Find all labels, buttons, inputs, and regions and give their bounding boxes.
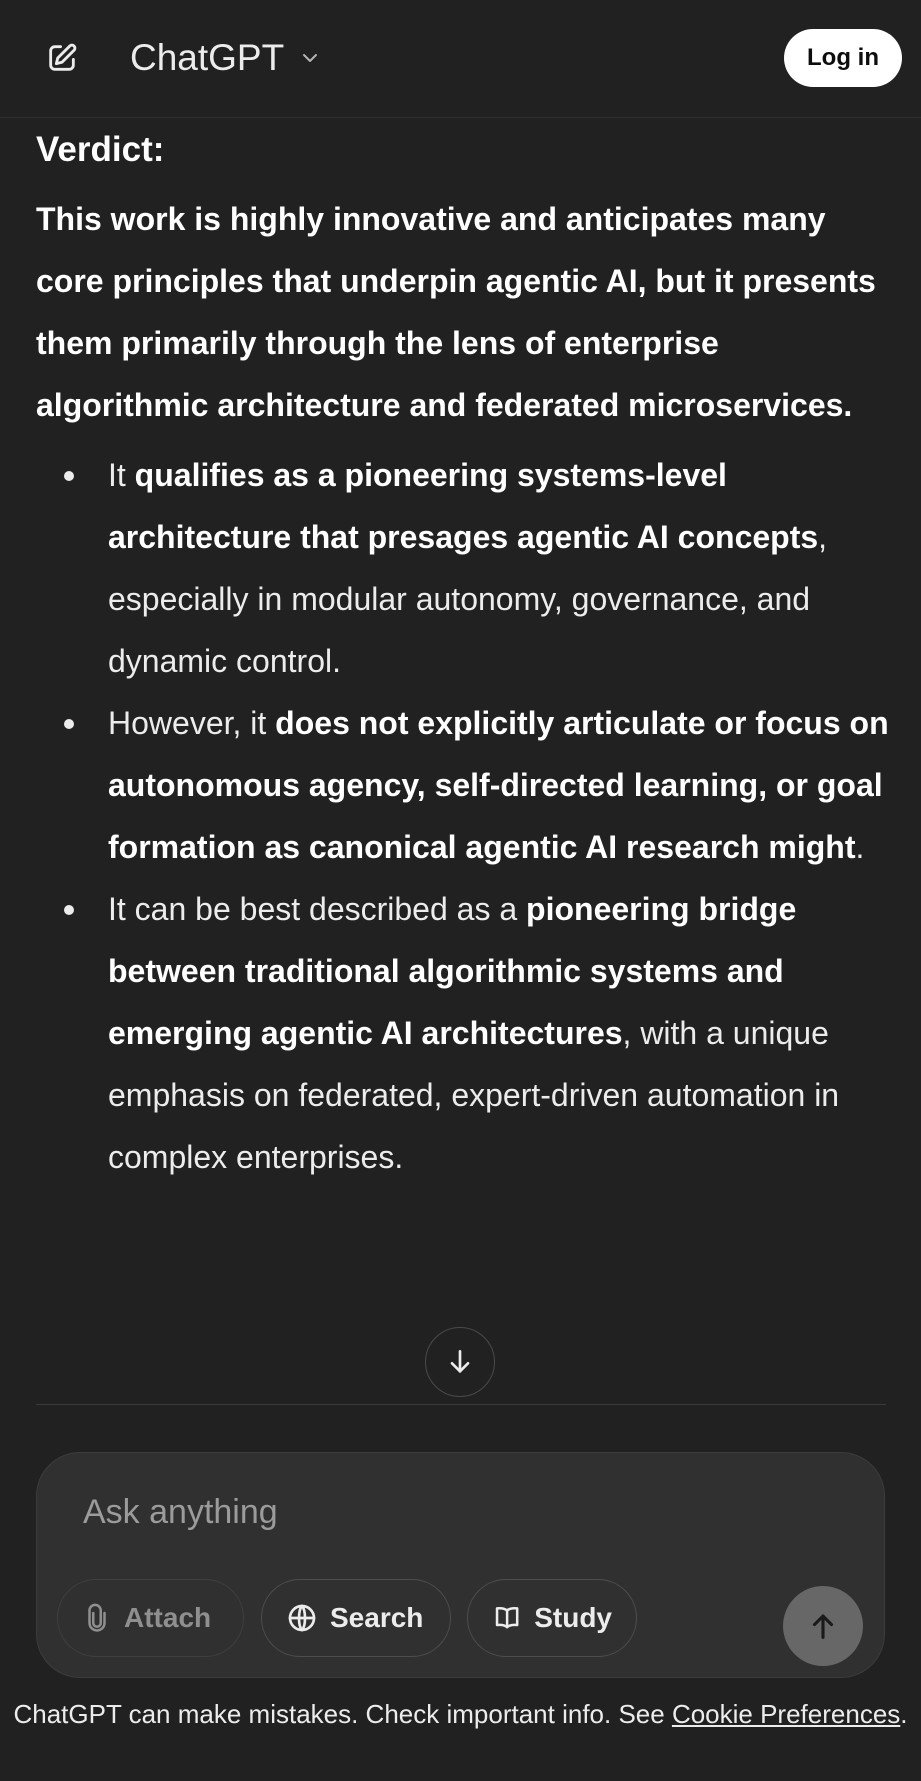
new-chat-edit-icon [45,41,79,75]
open-book-icon [492,1602,522,1634]
cookie-preferences-link[interactable]: Cookie Preferences [671,1699,901,1729]
bullet-item: It qualifies as a pioneering systems-level architecture that presages agentic AI concepts, especially in modular autonomy, governance, and dynamic control. [36,444,891,692]
model-selector[interactable] [130,30,322,86]
paperclip-icon [82,1603,112,1633]
globe-icon [286,1602,318,1634]
bullet-item: However, it does not explicitly articulate or focus on autonomous agency, self-directed learning, or goal formation as canonical agentic AI research might. [36,692,891,878]
arrow-down-icon [444,1346,476,1378]
bullet-item: It can be best described as a pioneering bridge between traditional algorithmic systems and emerging agentic AI architectures, with a unique emphasis on federated, expert-driven automation in complex enterprises. [36,878,891,1188]
study-button[interactable]: Study [467,1579,637,1657]
search-button[interactable]: Search [261,1579,451,1657]
bullet-dot [64,905,74,915]
top-bar [0,0,921,118]
composer[interactable] [36,1452,885,1678]
message-heading: Verdict: [36,130,165,169]
attach-button[interactable]: Attach [57,1579,244,1657]
bullet-dot [64,719,74,729]
message-summary: This work is highly innovative and anticipates many core principles that underpin agentic AI, but it presents them primarily through the lens of enterprise algorithmic architecture and federated microservices. [36,201,876,423]
send-button[interactable] [783,1586,863,1666]
login-button[interactable]: Log in [784,29,902,87]
app-title: ChatGPT [130,37,285,78]
disclaimer: ChatGPT can make mistakes. Check important info. See Cookie Preferences. [13,1699,908,1729]
arrow-up-icon [806,1609,840,1643]
prompt-input[interactable]: Ask anything [83,1493,278,1531]
new-chat-button[interactable] [40,36,84,80]
bullet-dot [64,471,74,481]
assistant-message [36,118,891,1188]
scroll-to-bottom-button[interactable] [425,1327,495,1397]
bullet-list [36,444,891,1188]
chevron-down-icon [298,46,322,70]
divider [36,1404,886,1405]
